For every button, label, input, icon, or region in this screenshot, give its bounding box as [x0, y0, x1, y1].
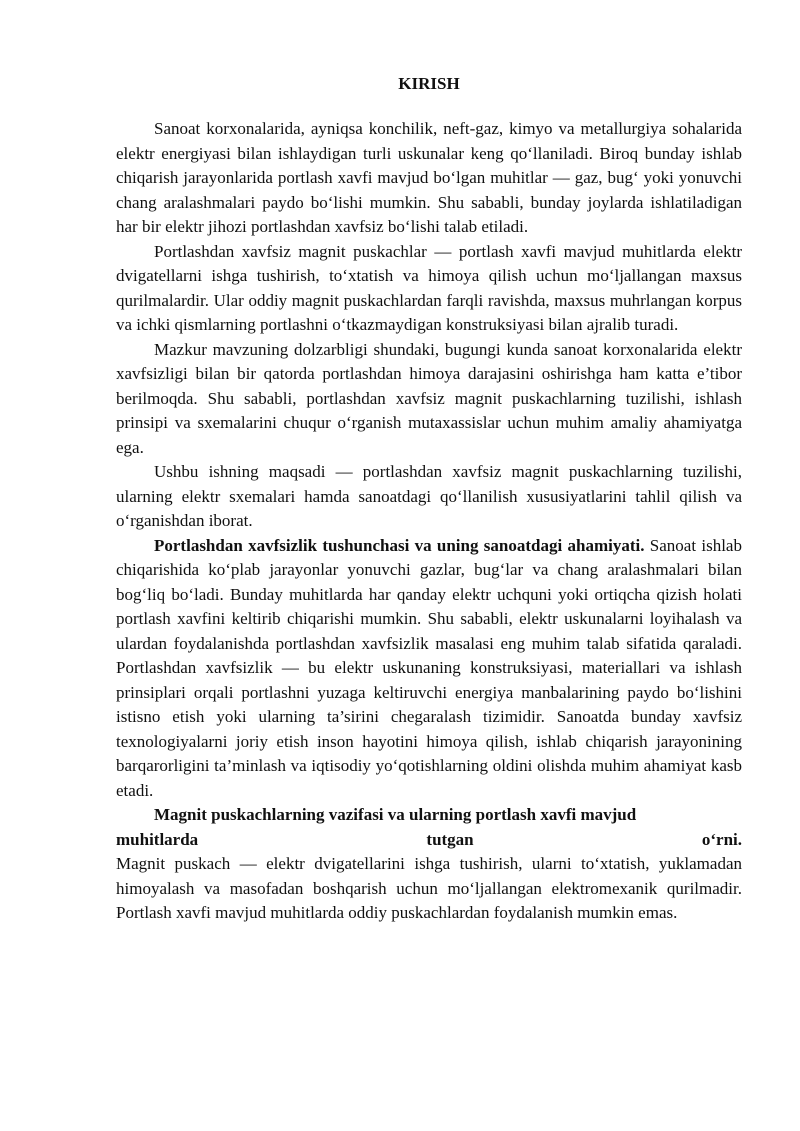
page-title: KIRISH: [398, 74, 460, 93]
paragraph-intro: Sanoat korxonalarida, ayniqsa konchilik, neft-gaz, kimyo va metallurgiya sohalarida elektr energiyasi bilan ishlaydigan turli uskunalar keng qo‘llaniladi. Biroq bunday ishlab chiqarish jarayonlarida portlash xavfi mavjud bo‘lgan muhitlar — gaz, bug‘ yoki yonuvchi chang aralashmalari paydo bo‘lishi mumkin. Shu sababli, bunday joylarda ishlatiladigan har bir elektr jihozi portlashdan xavfsiz bo‘lishi talab etiladi.: [116, 119, 742, 236]
paragraph-goal: Ushbu ishning maqsadi — portlashdan xavfsiz magnit puskachlarning tuzilishi, ularning elektr sxemalari hamda sanoatdagi qo‘llanilish xususiyatlarini tahlil qilish va o‘rganishdan iborat.: [116, 462, 742, 530]
section-heading-magnetic-starters-line2: muhitlarda tutgan o‘rni.: [116, 829, 742, 849]
section-heading-magnetic-starters-line1: Magnit puskachlarning vazifasi va ularning portlash xavfi mavjud: [154, 805, 637, 824]
paragraph-definition: Portlashdan xavfsiz magnit puskachlar — portlash xavfi mavjud muhitlarda elektr dvigatellarni ishga tushirish, to‘xtatish va himoya qilish uchun mo‘ljallangan maxsus qurilmalardir. Ular oddiy magnit puskachlardan farqli ravishda, maxsus muhrlangan korpus va ichki qismlarning portlashni o‘tkazmaydigan konstruksiyasi bilan ajralib turadi.: [116, 241, 742, 334]
document-page: [116, 72, 742, 926]
section-explosion-safety: [116, 534, 742, 804]
section-heading-explosion-safety: Portlashdan xavfsizlik tushunchasi va uning sanoatdagi ahamiyati.: [154, 535, 645, 555]
paragraph-relevance: Mazkur mavzuning dolzarbligi shundaki, bugungi kunda sanoat korxonalarida elektr xavfsizligi bilan bir qatorda portlashdan himoya darajasini oshirishga ham katta e’tibor berilmoqda. Shu sababli, portlashdan xavfsiz magnit puskachlarning tuzilishi, ishlash prinsipi va sxemalarini chuqur o‘rganish mutaxassislar uchun muhim amaliy ahamiyatga ega.: [116, 339, 742, 457]
section-text-explosion-safety: Sanoat ishlab chiqarishida ko‘plab jarayonlar yonuvchi gazlar, bug‘lar va chang aralashmalari bilan bog‘liq bo‘ladi. Bunday muhitlarda har qanday elektr uchquni yoki ortiqcha qizish holati portlash xavfini keltirib chiqarishi mumkin. Shu sababli, elektr uskunalarni loyihalash va ulardan foydalanishda portlashdan xavfsizlik masalasi eng muhim talab sifatida qaraladi. Portlashdan xavfsizlik — bu elektr uskunaning konstruksiyasi, materiallari va ishlash prinsiplari orqali portlashni yuzaga keltiruvchi energiya manbalarining paydo bo‘lishini istisno etish yoki ularning ta’sirini chegaralash tizimidir. Sanoatda bunday xavfsiz texnologiyalarni joriy etish inson hayotini himoya qilish, ishlab chiqarish jarayonining barqarorligini ta’minlash va iqtisodiy yo‘qotishlarning oldini olishda muhim ahamiyat kasb etadi.: [116, 535, 742, 800]
section-text-magnetic-starters: Magnit puskach — elektr dvigatellarini ishga tushirish, ularni to‘xtatish, yuklamadan himoyalash va masofadan boshqarish uchun mo‘ljallangan elektromexanik qurilmadir. Portlash xavfi mavjud muhitlarda oddiy puskachlardan foydalanish mumkin emas.: [116, 854, 742, 922]
